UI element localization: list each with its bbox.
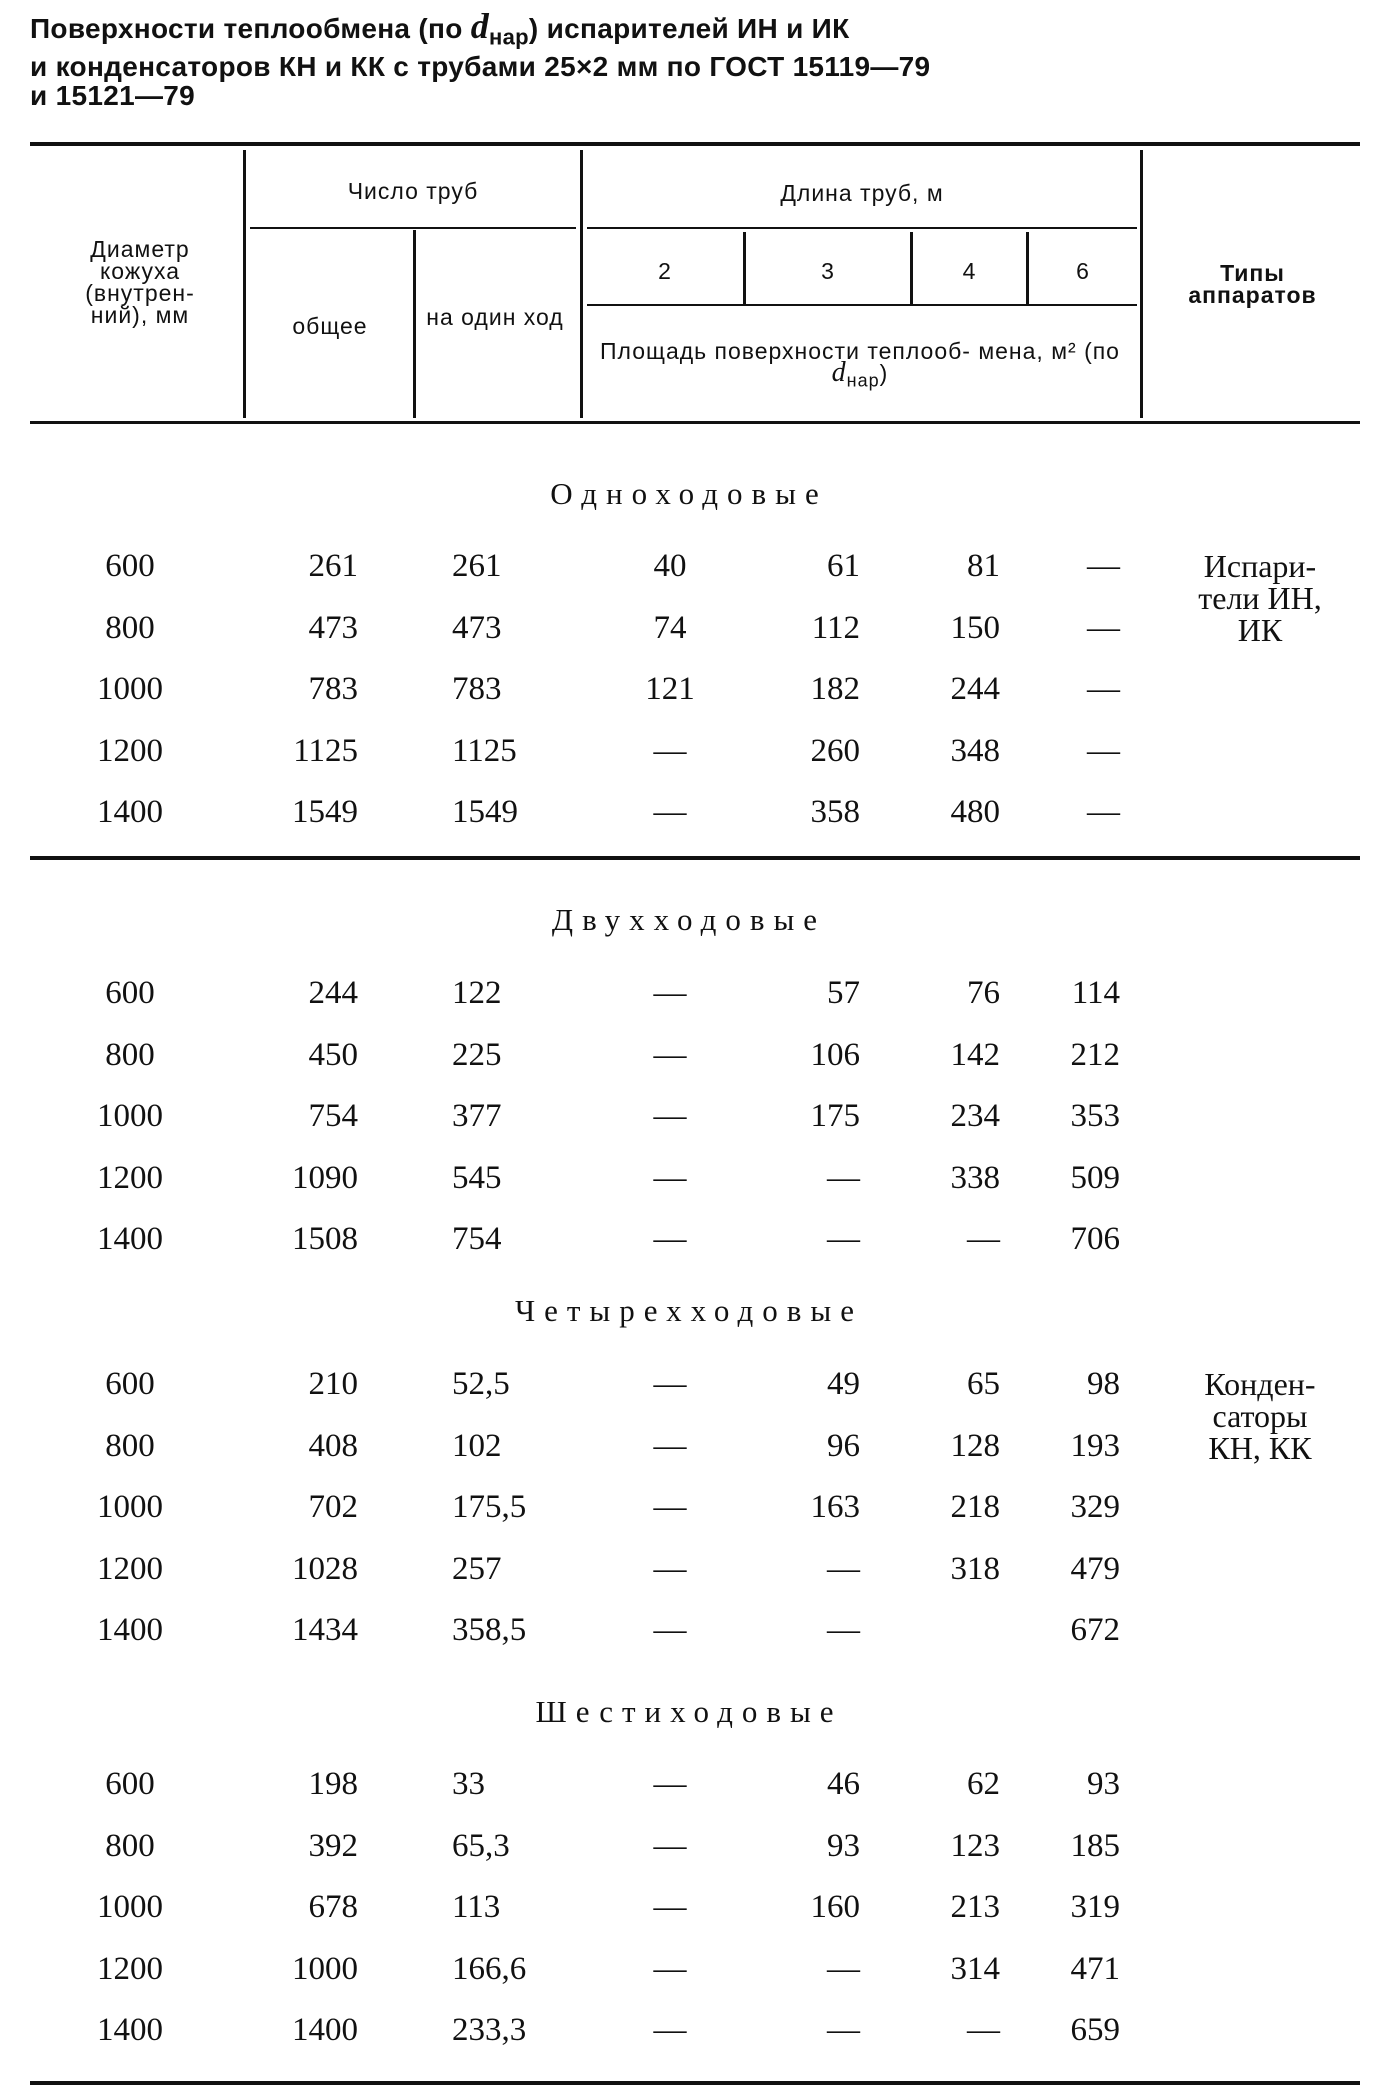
header-vline-1 bbox=[243, 150, 246, 418]
diameter-cell: 1000 bbox=[97, 1489, 163, 1525]
diameter-cell: 1400 bbox=[97, 794, 163, 830]
tubes-per-pass-cell: 102 bbox=[452, 1427, 502, 1464]
area-length-2-cell: 74 bbox=[653, 609, 687, 646]
area-length-3-cell: 112 bbox=[811, 609, 860, 646]
diameter-cell: 1400 bbox=[97, 1221, 163, 1257]
type-label-evaporators: Испари- тели ИН, ИК bbox=[1198, 548, 1322, 648]
area-length-2-cell: — bbox=[653, 1427, 687, 1464]
area-length-6-cell: — bbox=[1087, 794, 1120, 830]
tubes-per-pass-cell: 257 bbox=[452, 1550, 502, 1587]
diameter-cell: 800 bbox=[105, 1036, 155, 1073]
header-tubes-count: Число труб bbox=[347, 178, 479, 204]
total-tubes-cell: 261 bbox=[308, 548, 358, 584]
header-tube-length: Длина труб, м bbox=[780, 180, 944, 206]
area-length-6-cell: 93 bbox=[1087, 1766, 1120, 1802]
area-length-6-cell: 471 bbox=[1070, 1950, 1120, 1987]
area-length-4-cell: 76 bbox=[967, 975, 1000, 1011]
diameter-cell: 1200 bbox=[97, 1550, 163, 1587]
area-length-2-cell: — bbox=[653, 1827, 687, 1864]
total-tubes-cell: 1125 bbox=[293, 732, 358, 769]
total-tubes-cell: 1508 bbox=[292, 1221, 358, 1257]
tubes-per-pass-cell: 52,5 bbox=[452, 1366, 510, 1402]
area-length-4-cell: 244 bbox=[950, 671, 1000, 707]
total-tubes-cell: 754 bbox=[308, 1098, 358, 1134]
area-length-4-cell: 218 bbox=[950, 1489, 1000, 1525]
header-vline-2 bbox=[413, 230, 416, 418]
total-tubes-cell: 408 bbox=[308, 1427, 358, 1464]
area-length-3-cell: — bbox=[827, 2012, 860, 2048]
tubes-per-pass-cell: 33 bbox=[452, 1766, 485, 1802]
total-tubes-cell: 1090 bbox=[292, 1159, 358, 1196]
tubes-per-pass-cell: 473 bbox=[452, 609, 502, 646]
area-length-4-cell: 142 bbox=[950, 1036, 1000, 1073]
tubes-per-pass-cell: 65,3 bbox=[452, 1827, 510, 1864]
header-types: Типы аппаратов bbox=[1188, 260, 1317, 308]
total-tubes-cell: 1549 bbox=[292, 794, 358, 830]
area-length-3-cell: 96 bbox=[827, 1427, 860, 1464]
area-length-2-cell: — bbox=[653, 1221, 687, 1257]
area-length-4-cell: 213 bbox=[950, 1889, 1000, 1925]
area-length-4-cell: 348 bbox=[950, 732, 1000, 769]
tubes-per-pass-cell: 122 bbox=[452, 975, 502, 1011]
area-length-3-cell: — bbox=[827, 1221, 860, 1257]
header-length-2: 2 bbox=[658, 258, 672, 284]
area-length-2-cell: — bbox=[653, 1889, 687, 1925]
area-length-3-cell: — bbox=[827, 1950, 860, 1987]
title-line-3: и 15121—79 bbox=[30, 79, 195, 111]
area-length-4-cell: 123 bbox=[950, 1827, 1000, 1864]
header-length-6: 6 bbox=[1076, 258, 1090, 284]
total-tubes-cell: 450 bbox=[308, 1036, 358, 1073]
area-length-4-cell: 81 bbox=[967, 548, 1000, 584]
total-tubes-cell: 244 bbox=[308, 975, 358, 1011]
area-length-6-cell: 479 bbox=[1070, 1550, 1120, 1587]
total-tubes-cell: 1400 bbox=[292, 2012, 358, 2048]
area-length-2-cell: — bbox=[653, 1036, 687, 1073]
area-length-4-cell: 318 bbox=[950, 1550, 1000, 1587]
header-length-3: 3 bbox=[821, 258, 835, 284]
tubes-per-pass-cell: 225 bbox=[452, 1036, 502, 1073]
area-length-2-cell: — bbox=[653, 1489, 687, 1525]
diameter-cell: 1000 bbox=[97, 1889, 163, 1925]
total-tubes-cell: 210 bbox=[308, 1366, 358, 1402]
diameter-cell: 1400 bbox=[97, 1612, 163, 1648]
area-length-2-cell: — bbox=[653, 1159, 687, 1196]
area-length-2-cell: — bbox=[653, 794, 687, 830]
area-length-4-cell: 65 bbox=[967, 1366, 1000, 1402]
area-length-3-cell: 106 bbox=[810, 1036, 860, 1073]
total-tubes-cell: 1434 bbox=[292, 1612, 358, 1648]
diameter-cell: 1200 bbox=[97, 1159, 163, 1196]
section-heading-single-pass: Одноходовые bbox=[550, 476, 828, 511]
area-length-2-cell: — bbox=[653, 2012, 687, 2048]
header-bottom-rule bbox=[30, 421, 1360, 424]
header-per-pass: на один ход bbox=[426, 304, 564, 330]
diameter-cell: 1000 bbox=[97, 671, 163, 707]
area-length-2-cell: — bbox=[653, 1950, 687, 1987]
area-length-6-cell: 706 bbox=[1070, 1221, 1120, 1257]
header-vline-3 bbox=[580, 150, 583, 418]
area-length-2-cell: — bbox=[653, 1766, 687, 1802]
area-length-3-cell: 182 bbox=[810, 671, 860, 707]
area-length-6-cell: 329 bbox=[1070, 1489, 1120, 1525]
area-length-2-cell: — bbox=[653, 1098, 687, 1134]
area-length-6-cell: — bbox=[1087, 671, 1120, 707]
tubes-per-pass-cell: 545 bbox=[452, 1159, 502, 1196]
section-heading-six-pass: Шестиходовые bbox=[535, 1694, 843, 1729]
title-line-1: Поверхности теплообмена (по $d_{нар}$) испарителей ИН и ИК bbox=[30, 6, 850, 50]
tubes-per-pass-cell: 166,6 bbox=[452, 1950, 527, 1987]
area-length-6-cell: 672 bbox=[1070, 1612, 1120, 1648]
area-length-3-cell: 175 bbox=[810, 1098, 860, 1134]
area-length-3-cell: 163 bbox=[810, 1489, 860, 1525]
tubes-per-pass-cell: 783 bbox=[452, 671, 502, 707]
header-length-4: 4 bbox=[962, 258, 977, 284]
area-length-6-cell: 353 bbox=[1070, 1098, 1120, 1134]
area-length-2-cell: — bbox=[653, 1366, 687, 1402]
area-length-3-cell: 61 bbox=[827, 548, 860, 584]
tubes-per-pass-cell: 358,5 bbox=[452, 1612, 527, 1648]
area-length-3-cell: 260 bbox=[810, 732, 860, 769]
header-top-rule bbox=[30, 142, 1360, 146]
tubes-per-pass-cell: 754 bbox=[452, 1221, 502, 1257]
header-hline-tubes bbox=[250, 227, 576, 229]
area-length-6-cell: — bbox=[1087, 609, 1120, 646]
total-tubes-cell: 473 bbox=[308, 609, 358, 646]
area-length-2-cell: — bbox=[653, 975, 687, 1011]
area-length-6-cell: — bbox=[1087, 548, 1120, 584]
area-length-4-cell: — bbox=[967, 1221, 1000, 1257]
header-vline-4 bbox=[1140, 150, 1143, 418]
tubes-per-pass-cell: 1125 bbox=[452, 732, 517, 769]
diameter-cell: 1400 bbox=[97, 2012, 163, 2048]
title-line-2: и конденсаторов КН и КК с трубами 25×2 мм по ГОСТ 15119—79 bbox=[30, 50, 931, 82]
header-diameter: Диаметр кожуха (внутрен- ний), мм bbox=[85, 236, 195, 328]
diameter-cell: 600 bbox=[105, 1766, 155, 1802]
total-tubes-cell: 702 bbox=[308, 1489, 358, 1525]
area-length-2-cell: — bbox=[653, 1550, 687, 1587]
total-tubes-cell: 1028 bbox=[292, 1550, 358, 1587]
tubes-per-pass-cell: 113 bbox=[452, 1889, 501, 1925]
diameter-cell: 600 bbox=[105, 548, 155, 584]
total-tubes-cell: 1000 bbox=[292, 1950, 358, 1987]
area-length-6-cell: 193 bbox=[1070, 1427, 1120, 1464]
area-length-3-cell: 49 bbox=[827, 1366, 860, 1402]
area-length-4-cell: 480 bbox=[950, 794, 1000, 830]
area-length-4-cell: 234 bbox=[950, 1098, 1000, 1134]
area-length-3-cell: 93 bbox=[827, 1827, 860, 1864]
section-divider bbox=[30, 856, 1360, 860]
area-length-2-cell: — bbox=[653, 1612, 687, 1648]
header-total: общее bbox=[292, 313, 368, 339]
area-length-4-cell: 338 bbox=[950, 1159, 1000, 1196]
area-length-4-cell: 62 bbox=[967, 1766, 1000, 1802]
total-tubes-cell: 678 bbox=[308, 1889, 358, 1925]
total-tubes-cell: 392 bbox=[308, 1827, 358, 1864]
table-title bbox=[30, 6, 1330, 111]
area-length-6-cell: 185 bbox=[1070, 1827, 1120, 1864]
diameter-cell: 600 bbox=[105, 975, 155, 1011]
diameter-cell: 800 bbox=[105, 1827, 155, 1864]
diameter-cell: 1200 bbox=[97, 732, 163, 769]
area-length-6-cell: 98 bbox=[1087, 1366, 1120, 1402]
area-length-2-cell: 121 bbox=[645, 671, 695, 707]
section-heading-two-pass: Двухходовые bbox=[551, 902, 827, 937]
diameter-cell: 1200 bbox=[97, 1950, 163, 1987]
diameter-cell: 600 bbox=[105, 1366, 155, 1402]
area-length-2-cell: — bbox=[653, 732, 687, 769]
tubes-per-pass-cell: 377 bbox=[452, 1098, 502, 1134]
section-heading-four-pass: Четырехходовые bbox=[514, 1293, 864, 1328]
area-length-4-cell bbox=[900, 1612, 1000, 1648]
tubes-per-pass-cell: 233,3 bbox=[452, 2012, 527, 2048]
area-length-4-cell: 314 bbox=[950, 1950, 1000, 1987]
area-length-6-cell: 659 bbox=[1070, 2012, 1120, 2048]
area-length-4-cell: 128 bbox=[950, 1427, 1000, 1464]
area-length-6-cell: — bbox=[1087, 732, 1120, 769]
area-length-3-cell: — bbox=[827, 1612, 860, 1648]
type-label-condensers: Конден- саторы КН, КК bbox=[1204, 1366, 1316, 1466]
area-length-4-cell: — bbox=[967, 2012, 1000, 2048]
area-length-2-cell: 40 bbox=[653, 548, 687, 584]
area-length-3-cell: 46 bbox=[827, 1766, 860, 1802]
area-length-6-cell: 212 bbox=[1070, 1036, 1120, 1073]
area-length-3-cell: — bbox=[827, 1159, 860, 1196]
area-length-3-cell: — bbox=[827, 1550, 860, 1587]
total-tubes-cell: 198 bbox=[308, 1766, 358, 1802]
header-area: Площадь поверхности теплооб- мена, м² (по $d_{нар}$) bbox=[600, 338, 1120, 391]
header-hline-area bbox=[587, 304, 1137, 306]
tubes-per-pass-cell: 1549 bbox=[452, 794, 518, 830]
area-length-6-cell: 319 bbox=[1070, 1889, 1120, 1925]
area-length-3-cell: 160 bbox=[810, 1889, 860, 1925]
diameter-cell: 1000 bbox=[97, 1098, 163, 1134]
diameter-cell: 800 bbox=[105, 609, 155, 646]
area-length-6-cell: 114 bbox=[1071, 975, 1120, 1011]
header-hline-length bbox=[587, 227, 1137, 229]
table-bottom-rule bbox=[30, 2081, 1360, 2085]
total-tubes-cell: 783 bbox=[308, 671, 358, 707]
tubes-per-pass-cell: 261 bbox=[452, 548, 502, 584]
area-length-6-cell: 509 bbox=[1070, 1159, 1120, 1196]
area-length-3-cell: 358 bbox=[810, 794, 860, 830]
area-length-3-cell: 57 bbox=[827, 975, 860, 1011]
area-length-4-cell: 150 bbox=[950, 609, 1000, 646]
diameter-cell: 800 bbox=[105, 1427, 155, 1464]
tubes-per-pass-cell: 175,5 bbox=[452, 1489, 527, 1525]
